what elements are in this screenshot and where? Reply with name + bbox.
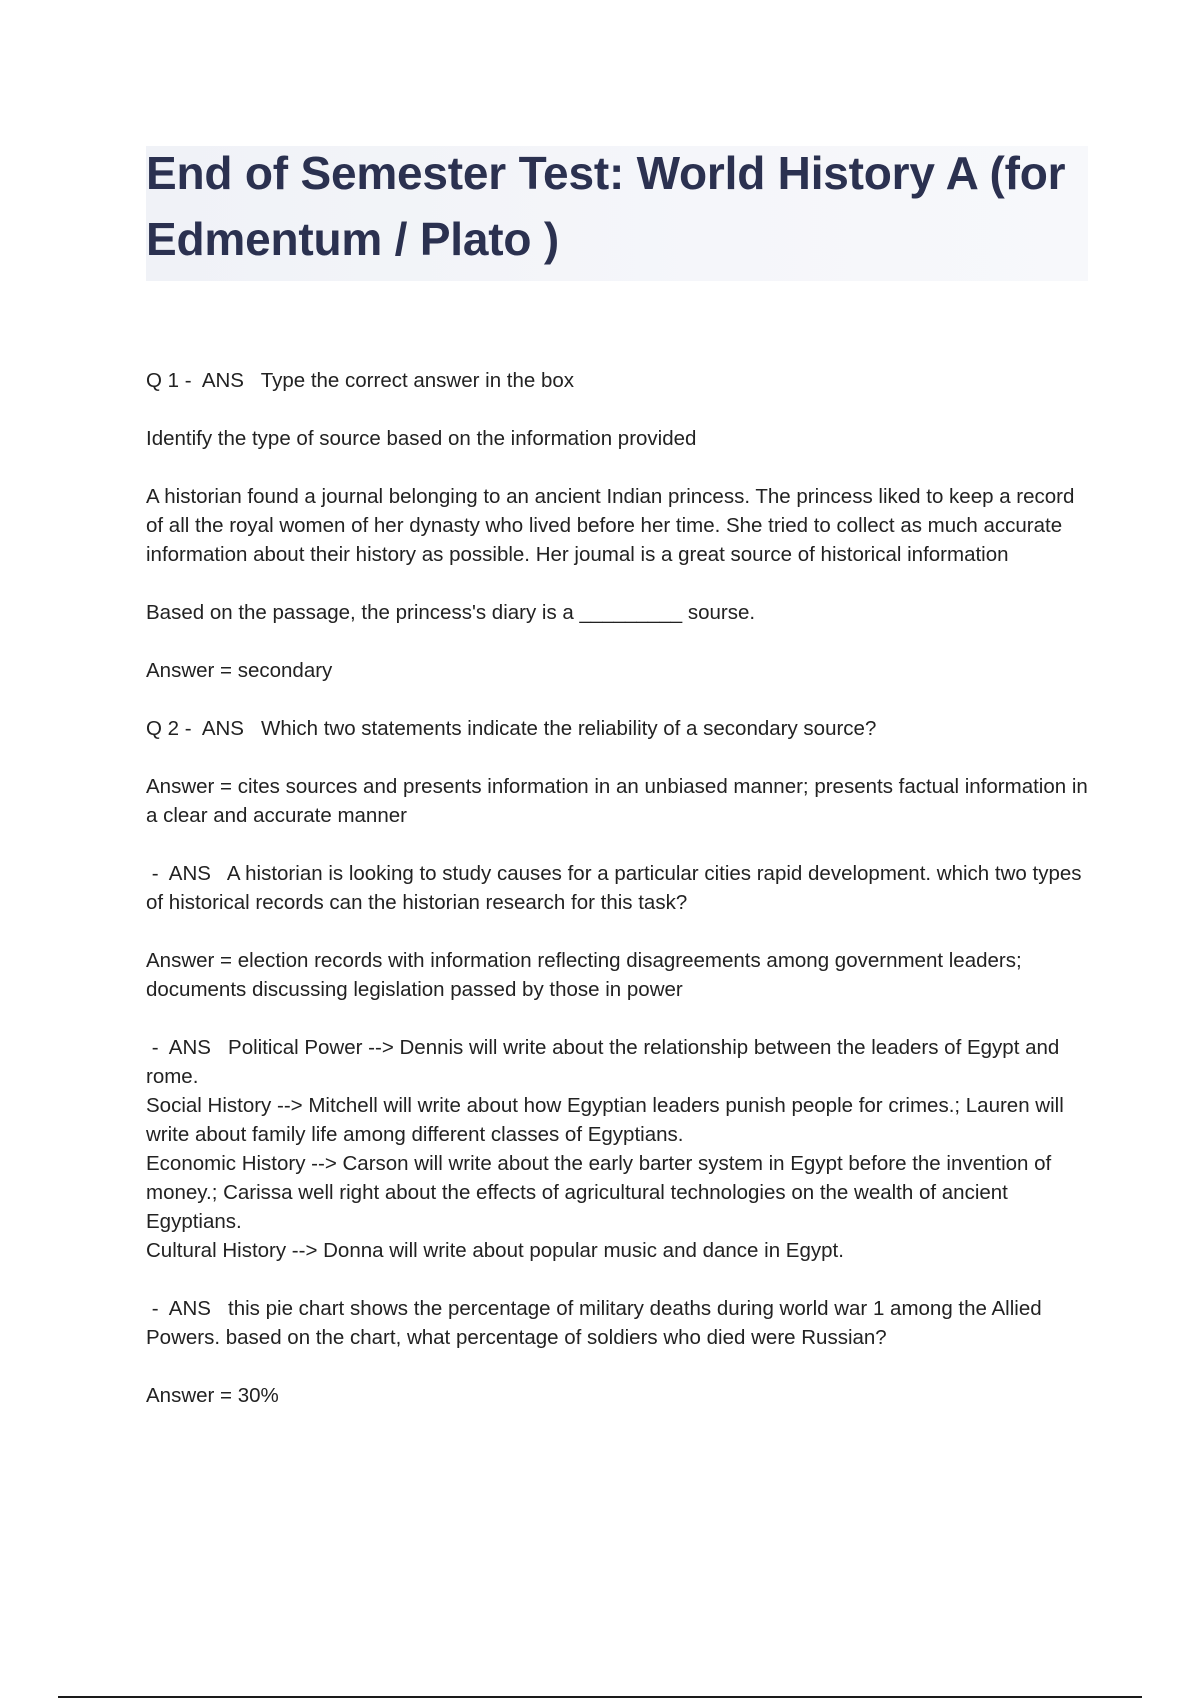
title-line-2: Edmentum / Plato ) <box>146 213 559 265</box>
q1-heading: Q 1 - ANS Type the correct answer in the box <box>146 369 575 392</box>
q5-question: - ANS this pie chart shows the percentage of military deaths during world war 1 among the Allied Powers. based on the chart, what percentage of soldiers who died were Russian? <box>146 1297 1048 1349</box>
q2-answer: Answer = cites sources and presents information in an unbiased manner; presents factual information in a clear and accurate manner <box>146 775 1094 827</box>
q5-answer: Answer = 30% <box>146 1384 279 1407</box>
q1-prompt: Based on the passage, the princess's diary is a _________ sourse. <box>146 601 756 624</box>
q1-instruction: Identify the type of source based on the information provided <box>146 427 697 450</box>
q4-cultural-history: Cultural History --> Donna will write about popular music and dance in Egypt. <box>146 1239 844 1262</box>
q4-economic-history: Economic History --> Carson will write about the early barter system in Egypt before the invention of money.; Carissa well right about the effects of agricultural technologies on the wealth of ancient Egyptians. <box>146 1152 1057 1233</box>
q2-heading: Q 2 - ANS Which two statements indicate the reliability of a secondary source? <box>146 717 877 740</box>
q3-answer: Answer = election records with information reflecting disagreements among government leaders; documents discussing legislation passed by those in power <box>146 949 1028 1001</box>
title-line-1: End of Semester Test: World History A (for <box>146 147 1066 199</box>
document-body <box>146 366 1096 1439</box>
bottom-divider <box>58 1696 1142 1698</box>
q1-answer: Answer = secondary <box>146 659 333 682</box>
q1-passage: A historian found a journal belonging to an ancient Indian princess. The princess liked to keep a record of all the royal women of her dynasty who lived before her time. She tried to collect as much accurate information about their history as possible. Her joumal is a great source of historical information <box>146 485 1081 566</box>
page-title <box>146 140 1096 272</box>
q4-social-history: Social History --> Mitchell will write about how Egyptian leaders punish people for crimes.; Lauren will write about family life among different classes of Egyptians. <box>146 1094 1070 1146</box>
q4-political-power: - ANS Political Power --> Dennis will write about the relationship between the leaders of Egypt and rome. <box>146 1036 1066 1088</box>
q3-question: - ANS A historian is looking to study causes for a particular cities rapid development. which two types of historical records can the historian research for this task? <box>146 862 1088 914</box>
